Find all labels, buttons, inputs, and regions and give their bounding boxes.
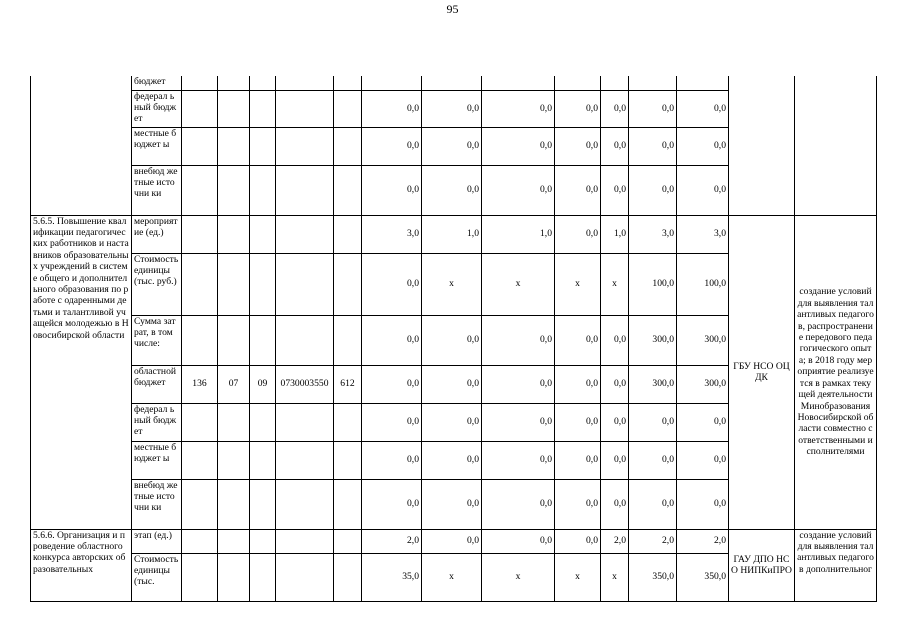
value-cell: x — [555, 553, 601, 601]
vr-cell — [334, 127, 362, 165]
value-cell: 0,0 — [422, 127, 482, 165]
pr-cell — [250, 127, 276, 165]
result-cell — [795, 76, 877, 215]
value-cell: 300,0 — [629, 365, 677, 403]
csr-cell — [276, 165, 334, 215]
value-cell: 0,0 — [629, 90, 677, 127]
rz-cell — [218, 253, 250, 315]
value-cell: 350,0 — [677, 553, 729, 601]
rz-cell — [218, 90, 250, 127]
vr-cell — [334, 165, 362, 215]
vr-cell — [334, 403, 362, 441]
value-cell: 0,0 — [482, 365, 555, 403]
grbs-cell — [182, 479, 218, 529]
value-cell: 300,0 — [629, 315, 677, 365]
page-number: 95 — [446, 2, 459, 16]
value-cell: 35,0 — [362, 553, 422, 601]
grbs-cell — [182, 529, 218, 553]
value-cell: 0,0 — [362, 403, 422, 441]
value-cell: 0,0 — [555, 365, 601, 403]
value-cell: 0,0 — [601, 403, 629, 441]
grbs-cell — [182, 441, 218, 479]
csr-cell — [276, 76, 334, 90]
pr-cell — [250, 553, 276, 601]
value-cell: 1,0 — [482, 215, 555, 253]
pr-cell — [250, 165, 276, 215]
value-cell: 0,0 — [629, 127, 677, 165]
rz-cell: 07 — [218, 365, 250, 403]
value-cell: 0,0 — [482, 403, 555, 441]
indicator-cell: федерал ьный бюджет — [132, 90, 182, 127]
rz-cell — [218, 127, 250, 165]
csr-cell — [276, 90, 334, 127]
value-cell: 0,0 — [629, 441, 677, 479]
grbs-cell — [182, 76, 218, 90]
csr-cell — [276, 529, 334, 553]
value-cell: 0,0 — [555, 165, 601, 215]
value-cell: x — [555, 253, 601, 315]
executor-cell: ГАУ ДПО НСО НИПКиПРО — [729, 529, 795, 601]
grbs-cell: 136 — [182, 365, 218, 403]
value-cell: 0,0 — [362, 165, 422, 215]
indicator-cell: Стоимость единицы (тыс. руб.) — [132, 253, 182, 315]
pr-cell — [250, 403, 276, 441]
value-cell: 0,0 — [362, 315, 422, 365]
vr-cell — [334, 215, 362, 253]
value-cell: x — [601, 253, 629, 315]
value-cell: 0,0 — [601, 315, 629, 365]
rz-cell — [218, 76, 250, 90]
rz-cell — [218, 403, 250, 441]
csr-cell: 0730003550 — [276, 365, 334, 403]
value-cell — [555, 76, 601, 90]
activity-name-cell: 5.6.5. Повышение квалификации педагогических работников и наставников образовательных учреждений в системе общего и дополнительного образования по работе с одаренными детьми и талантливой учащейся молодежью в Новосибирской области — [31, 215, 132, 529]
value-cell: 0,0 — [482, 479, 555, 529]
value-cell: 0,0 — [677, 165, 729, 215]
value-cell: 0,0 — [362, 127, 422, 165]
plan-table — [30, 76, 877, 602]
value-cell: 0,0 — [482, 165, 555, 215]
indicator-cell: Сумма затрат, в том числе: — [132, 315, 182, 365]
value-cell: 0,0 — [362, 441, 422, 479]
grbs-cell — [182, 553, 218, 601]
csr-cell — [276, 315, 334, 365]
value-cell: 0,0 — [555, 441, 601, 479]
pr-cell: 09 — [250, 365, 276, 403]
value-cell: 100,0 — [629, 253, 677, 315]
value-cell: 0,0 — [601, 165, 629, 215]
value-cell: 300,0 — [677, 365, 729, 403]
value-cell: 0,0 — [629, 165, 677, 215]
value-cell: 0,0 — [422, 365, 482, 403]
vr-cell — [334, 479, 362, 529]
rz-cell — [218, 553, 250, 601]
pr-cell — [250, 441, 276, 479]
value-cell: 0,0 — [601, 479, 629, 529]
value-cell: 0,0 — [482, 315, 555, 365]
value-cell — [601, 76, 629, 90]
value-cell: 0,0 — [422, 90, 482, 127]
csr-cell — [276, 127, 334, 165]
grbs-cell — [182, 253, 218, 315]
value-cell: x — [601, 553, 629, 601]
value-cell: 0,0 — [362, 90, 422, 127]
value-cell: 0,0 — [362, 253, 422, 315]
csr-cell — [276, 441, 334, 479]
value-cell: 2,0 — [629, 529, 677, 553]
pr-cell — [250, 90, 276, 127]
value-cell — [677, 76, 729, 90]
pr-cell — [250, 215, 276, 253]
value-cell: 2,0 — [362, 529, 422, 553]
indicator-cell: местные бюджет ы — [132, 441, 182, 479]
executor-cell — [729, 76, 795, 215]
value-cell: 0,0 — [629, 479, 677, 529]
grbs-cell — [182, 403, 218, 441]
indicator-cell: областной бюджет — [132, 365, 182, 403]
indicator-cell: внебюд жетные источни ки — [132, 479, 182, 529]
value-cell: 0,0 — [601, 365, 629, 403]
value-cell: 0,0 — [555, 127, 601, 165]
vr-cell — [334, 90, 362, 127]
indicator-cell: этап (ед.) — [132, 529, 182, 553]
value-cell: 0,0 — [555, 315, 601, 365]
value-cell: 0,0 — [482, 90, 555, 127]
grbs-cell — [182, 315, 218, 365]
value-cell: 0,0 — [555, 479, 601, 529]
value-cell: 1,0 — [422, 215, 482, 253]
value-cell: 0,0 — [601, 90, 629, 127]
csr-cell — [276, 479, 334, 529]
table-row — [31, 529, 877, 553]
value-cell: x — [422, 253, 482, 315]
rz-cell — [218, 315, 250, 365]
indicator-cell: Стоимость единицы (тыс. — [132, 553, 182, 601]
pr-cell — [250, 253, 276, 315]
value-cell: 0,0 — [362, 479, 422, 529]
indicator-cell: внебюд жетные источни ки — [132, 165, 182, 215]
value-cell: 0,0 — [482, 127, 555, 165]
value-cell: x — [482, 253, 555, 315]
indicator-cell: местные бюджет ы — [132, 127, 182, 165]
value-cell: 0,0 — [422, 315, 482, 365]
value-cell: 0,0 — [677, 479, 729, 529]
value-cell: 300,0 — [677, 315, 729, 365]
pr-cell — [250, 479, 276, 529]
activity-name-cell: 5.6.6. Организация и проведение областного конкурса авторских образовательных — [31, 529, 132, 601]
value-cell: 0,0 — [422, 479, 482, 529]
vr-cell — [334, 529, 362, 553]
vr-cell — [334, 441, 362, 479]
vr-cell — [334, 253, 362, 315]
indicator-cell: мероприятие (ед.) — [132, 215, 182, 253]
grbs-cell — [182, 90, 218, 127]
value-cell: 0,0 — [677, 441, 729, 479]
value-cell: 0,0 — [555, 90, 601, 127]
csr-cell — [276, 403, 334, 441]
csr-cell — [276, 553, 334, 601]
value-cell: 0,0 — [629, 403, 677, 441]
value-cell: 0,0 — [482, 529, 555, 553]
value-cell: 0,0 — [677, 127, 729, 165]
csr-cell — [276, 215, 334, 253]
value-cell: 0,0 — [422, 441, 482, 479]
table-row — [31, 76, 877, 90]
pr-cell — [250, 76, 276, 90]
value-cell: 3,0 — [677, 215, 729, 253]
csr-cell — [276, 253, 334, 315]
value-cell — [422, 76, 482, 90]
grbs-cell — [182, 215, 218, 253]
value-cell: 1,0 — [601, 215, 629, 253]
value-cell: x — [482, 553, 555, 601]
rz-cell — [218, 529, 250, 553]
value-cell — [629, 76, 677, 90]
executor-cell: ГБУ НСО ОЦДК — [729, 215, 795, 529]
result-cell: создание условий для выявления талантливых педагогов дополнительног — [795, 529, 877, 601]
value-cell: 2,0 — [677, 529, 729, 553]
vr-cell — [334, 553, 362, 601]
indicator-cell: бюджет — [132, 76, 182, 90]
value-cell: 0,0 — [677, 403, 729, 441]
value-cell: 0,0 — [555, 403, 601, 441]
value-cell: 3,0 — [362, 215, 422, 253]
rz-cell — [218, 441, 250, 479]
value-cell — [482, 76, 555, 90]
rz-cell — [218, 215, 250, 253]
value-cell: x — [422, 553, 482, 601]
table-row — [31, 215, 877, 253]
vr-cell — [334, 315, 362, 365]
value-cell: 3,0 — [629, 215, 677, 253]
grbs-cell — [182, 165, 218, 215]
rz-cell — [218, 165, 250, 215]
pr-cell — [250, 315, 276, 365]
value-cell: 0,0 — [601, 127, 629, 165]
grbs-cell — [182, 127, 218, 165]
value-cell: 0,0 — [555, 215, 601, 253]
result-cell: создание условий для выявления талантливых педагогов, распространение передового педагогического опыта; в 2018 году мероприятие реализуется в рамках текущей деятельности Минобразования Новосибирской области совместно с ответственными исполнителями — [795, 215, 877, 529]
vr-cell: 612 — [334, 365, 362, 403]
value-cell: 0,0 — [482, 441, 555, 479]
value-cell: 100,0 — [677, 253, 729, 315]
pr-cell — [250, 529, 276, 553]
value-cell: 0,0 — [422, 529, 482, 553]
value-cell: 2,0 — [601, 529, 629, 553]
value-cell: 350,0 — [629, 553, 677, 601]
value-cell: 0,0 — [555, 529, 601, 553]
value-cell: 0,0 — [362, 365, 422, 403]
value-cell — [362, 76, 422, 90]
rz-cell — [218, 479, 250, 529]
value-cell: 0,0 — [601, 441, 629, 479]
value-cell: 0,0 — [677, 90, 729, 127]
value-cell: 0,0 — [422, 403, 482, 441]
vr-cell — [334, 76, 362, 90]
indicator-cell: федерал ьный бюджет — [132, 403, 182, 441]
activity-cell — [31, 76, 132, 215]
value-cell: 0,0 — [422, 165, 482, 215]
